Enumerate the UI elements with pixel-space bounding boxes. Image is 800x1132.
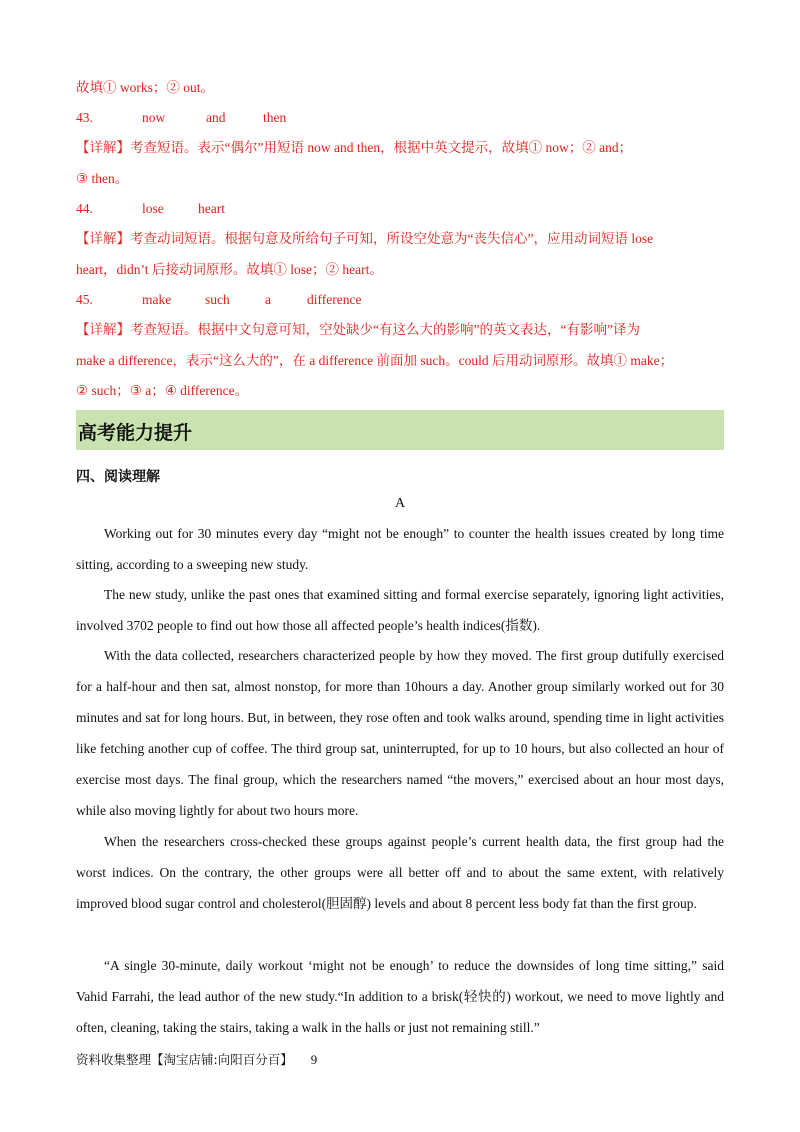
answer-word: make <box>142 292 172 307</box>
answer-detail: ② such；③ a；④ difference。 <box>76 383 249 398</box>
passage-paragraph: Working out for 30 minutes every day “might not be enough” to counter the health issues created by long time sitting, according to a sweeping new study. <box>76 526 724 572</box>
question-number: 44. <box>76 201 93 216</box>
answer-detail: heart，didn’t 后接动词原形。故填① lose；② heart。 <box>76 262 383 277</box>
answer-detail: make a difference，表示“这么大的”，在 a difference 前面加 such。could 后用动词原形。故填① make； <box>76 353 674 368</box>
passage-paragraph: The new study, unlike the past ones that examined sitting and formal exercise separately, ignoring light activities, involved 3702 people to find out how those all affected people’s health indices(指数). <box>76 587 724 633</box>
answer-44 <box>76 200 724 218</box>
answer-word: heart <box>198 201 225 216</box>
answer-detail: 【详解】考查短语。根据中文句意可知，空处缺少“有这么大的影响”的英文表达，“有影响”译为 <box>76 322 640 337</box>
answer-detail: 【详解】考查短语。表示“偶尔”用短语 now and then，根据中英文提示，故填① now；② and； <box>76 140 633 155</box>
question-number: 43. <box>76 110 93 125</box>
page-number: 9 <box>310 1052 318 1067</box>
section-banner <box>76 410 724 450</box>
answer-word: a <box>265 292 271 307</box>
question-number: 45. <box>76 292 93 307</box>
answer-word: lose <box>142 201 164 216</box>
answer-43 <box>76 109 724 127</box>
answer-45 <box>76 291 724 309</box>
answer-text: 故填① works；② out。 <box>76 80 214 95</box>
answer-word: difference <box>307 292 362 307</box>
section-title: 四、阅读理解 <box>76 469 160 485</box>
answer-detail: 【详解】考查动词短语。根据句意及所给句子可知，所设空处意为“丧失信心”，应用动词短语 lose <box>76 231 654 246</box>
answer-detail: ③ then。 <box>76 171 129 186</box>
passage-paragraph: With the data collected, researchers characterized people by how they moved. The first group dutifully exercised for a half-hour and then sat, almost nonstop, for more than 10hours a day. Another group similarly worked out for 30 minutes and sat for long hours. But, in between, they rose often and took walks around, spending time in light activities like fetching another cup of coffee. The third group sat, uninterrupted, for up to 10 hours, but also collected an hour of exercise most days. The final group, which the researchers named “the movers,” exercised about an hour most days, while also moving lightly for about two hours more. <box>76 648 724 818</box>
answer-word: now <box>142 110 166 125</box>
passage-paragraph: When the researchers cross-checked these groups against people’s current health data, the first group had the worst indices. On the contrary, the other groups were all better off and to about the same extent, with relatively improved blood sugar control and cholesterol(胆固醇) levels and about 8 percent less body fat than the first group. <box>76 834 724 911</box>
passage-paragraph: “A single 30-minute, daily workout ‘might not be enough’ to reduce the downsides of long time sitting,” said Vahid Farrahi, the lead author of the new study.“In addition to a brisk(轻快的) workout, we need to move lightly and often, cleaning, taking the stairs, taking a walk in the halls or just not remaining still.” <box>76 958 724 1035</box>
page-footer <box>76 1050 317 1068</box>
answer-word: then <box>263 110 287 125</box>
answer-word: such <box>205 292 230 307</box>
banner-title: 高考能力提升 <box>78 422 193 444</box>
footer-text: 资料收集整理【淘宝店铺:向阳百分百】 <box>76 1052 293 1067</box>
answer-word: and <box>206 110 226 125</box>
passage-title: A <box>394 496 406 511</box>
